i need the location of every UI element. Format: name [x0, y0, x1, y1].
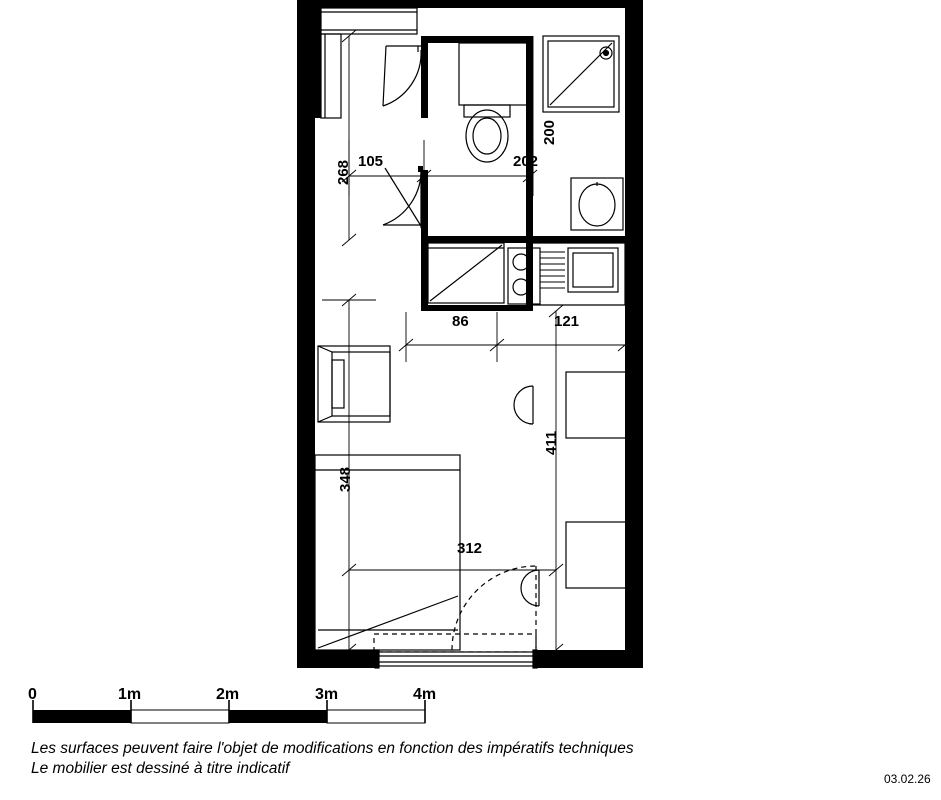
armchair-group: [318, 346, 390, 422]
scale-tick-label-4m: 4m: [413, 686, 437, 703]
entry-closet-group: [321, 8, 421, 118]
dimension-label-348: 348: [337, 466, 354, 492]
dimension-label-121: 121: [554, 313, 580, 330]
disclaimer-line-1: Les surfaces peuvent faire l'objet de modifications en fonction des impératifs techniques: [31, 740, 634, 757]
dimension-label-86: 86: [452, 313, 469, 330]
balcony-window-group: [375, 650, 537, 668]
dimension-label-268: 268: [335, 159, 352, 185]
wc-fixture-group: [459, 43, 527, 162]
shower-group: [543, 36, 619, 112]
washbasin-group: [571, 178, 623, 230]
disclaimer-line-2: Le mobilier est dessiné à titre indicatif: [31, 760, 290, 777]
dimension-label-105: 105: [358, 153, 384, 170]
dimension-label-411: 411: [543, 430, 560, 455]
dimension-label-202: 202: [513, 153, 539, 170]
scale-tick-label-3m: 3m: [315, 686, 339, 703]
bathroom-door-group: [383, 166, 423, 228]
scale-tick-label-0: 0: [28, 686, 37, 703]
desk-upper-group: [514, 372, 626, 438]
scale-tick-label-1m: 1m: [118, 686, 142, 703]
document-date: 03.02.26: [884, 772, 931, 786]
dimension-label-200: 200: [541, 119, 558, 145]
scale-tick-label-2m: 2m: [216, 686, 240, 703]
desk-lower-group: [521, 522, 626, 606]
entrance-door-group: [374, 566, 536, 652]
dimension-label-312: 312: [457, 540, 483, 557]
